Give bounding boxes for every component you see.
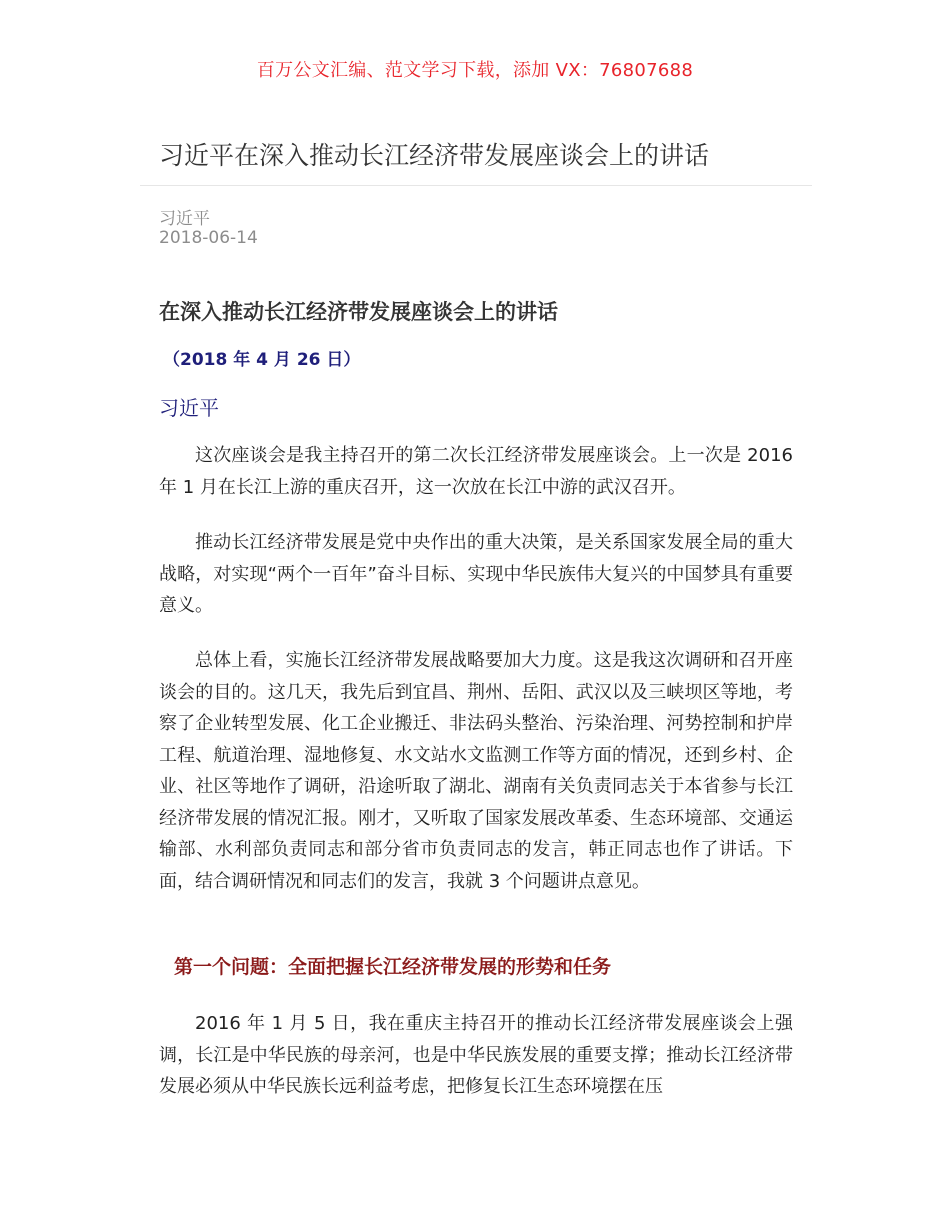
article-title: 习近平在深入推动长江经济带发展座谈会上的讲话: [159, 141, 710, 170]
speech-speaker: 习近平: [159, 396, 219, 420]
speech-title: 在深入推动长江经济带发展座谈会上的讲话: [159, 300, 558, 324]
article-date: 2018-06-14: [159, 228, 258, 248]
title-divider: [140, 185, 812, 186]
section-heading: 第一个问题：全面把握长江经济带发展的形势和任务: [174, 956, 612, 978]
paragraph: 这次座谈会是我主持召开的第二次长江经济带发展座谈会。上一次是 2016 年 1 月在长江上游的重庆召开，这一次放在长江中游的武汉召开。: [159, 445, 793, 498]
speech-date: （2018 年 4 月 26 日）: [163, 350, 361, 370]
paragraph: 总体上看，实施长江经济带发展战略要加大力度。这是我这次调研和召开座谈会的目的。这几天，我先后到宜昌、荆州、岳阳、武汉以及三峡坝区等地，考察了企业转型发展、化工企业搬迁、非法码头整治、污染治理、河势控制和护岸工程、航道治理、湿地修复、水文站水文监测工作等方面的情况，还到乡村、企业、社区等地作了调研，沿途听取了湖北、湖南有关负责同志关于本省参与长江经济带发展的情况汇报。刚才，又听取了国家发展改革委、生态环境部、交通运输部、水利部负责同志和部分省市负责同志的发言，韩正同志也作了讲话。下面，结合调研情况和同志们的发言，我就 3 个问题讲点意见。: [159, 650, 793, 892]
article-author: 习近平: [159, 209, 210, 229]
paragraph: 2016 年 1 月 5 日，我在重庆主持召开的推动长江经济带发展座谈会上强调，长江是中华民族的母亲河，也是中华民族发展的重要支撑；推动长江经济带发展必须从中华民族长远利益考虑，把修复长江生态环境摆在压: [159, 1013, 793, 1097]
promo-banner: 百万公文汇编、范文学习下载，添加 VX：76807688: [256, 60, 694, 81]
paragraph: 推动长江经济带发展是党中央作出的重大决策，是关系国家发展全局的重大战略，对实现“两个一百年”奋斗目标、实现中华民族伟大复兴的中国梦具有重要意义。: [159, 532, 793, 616]
